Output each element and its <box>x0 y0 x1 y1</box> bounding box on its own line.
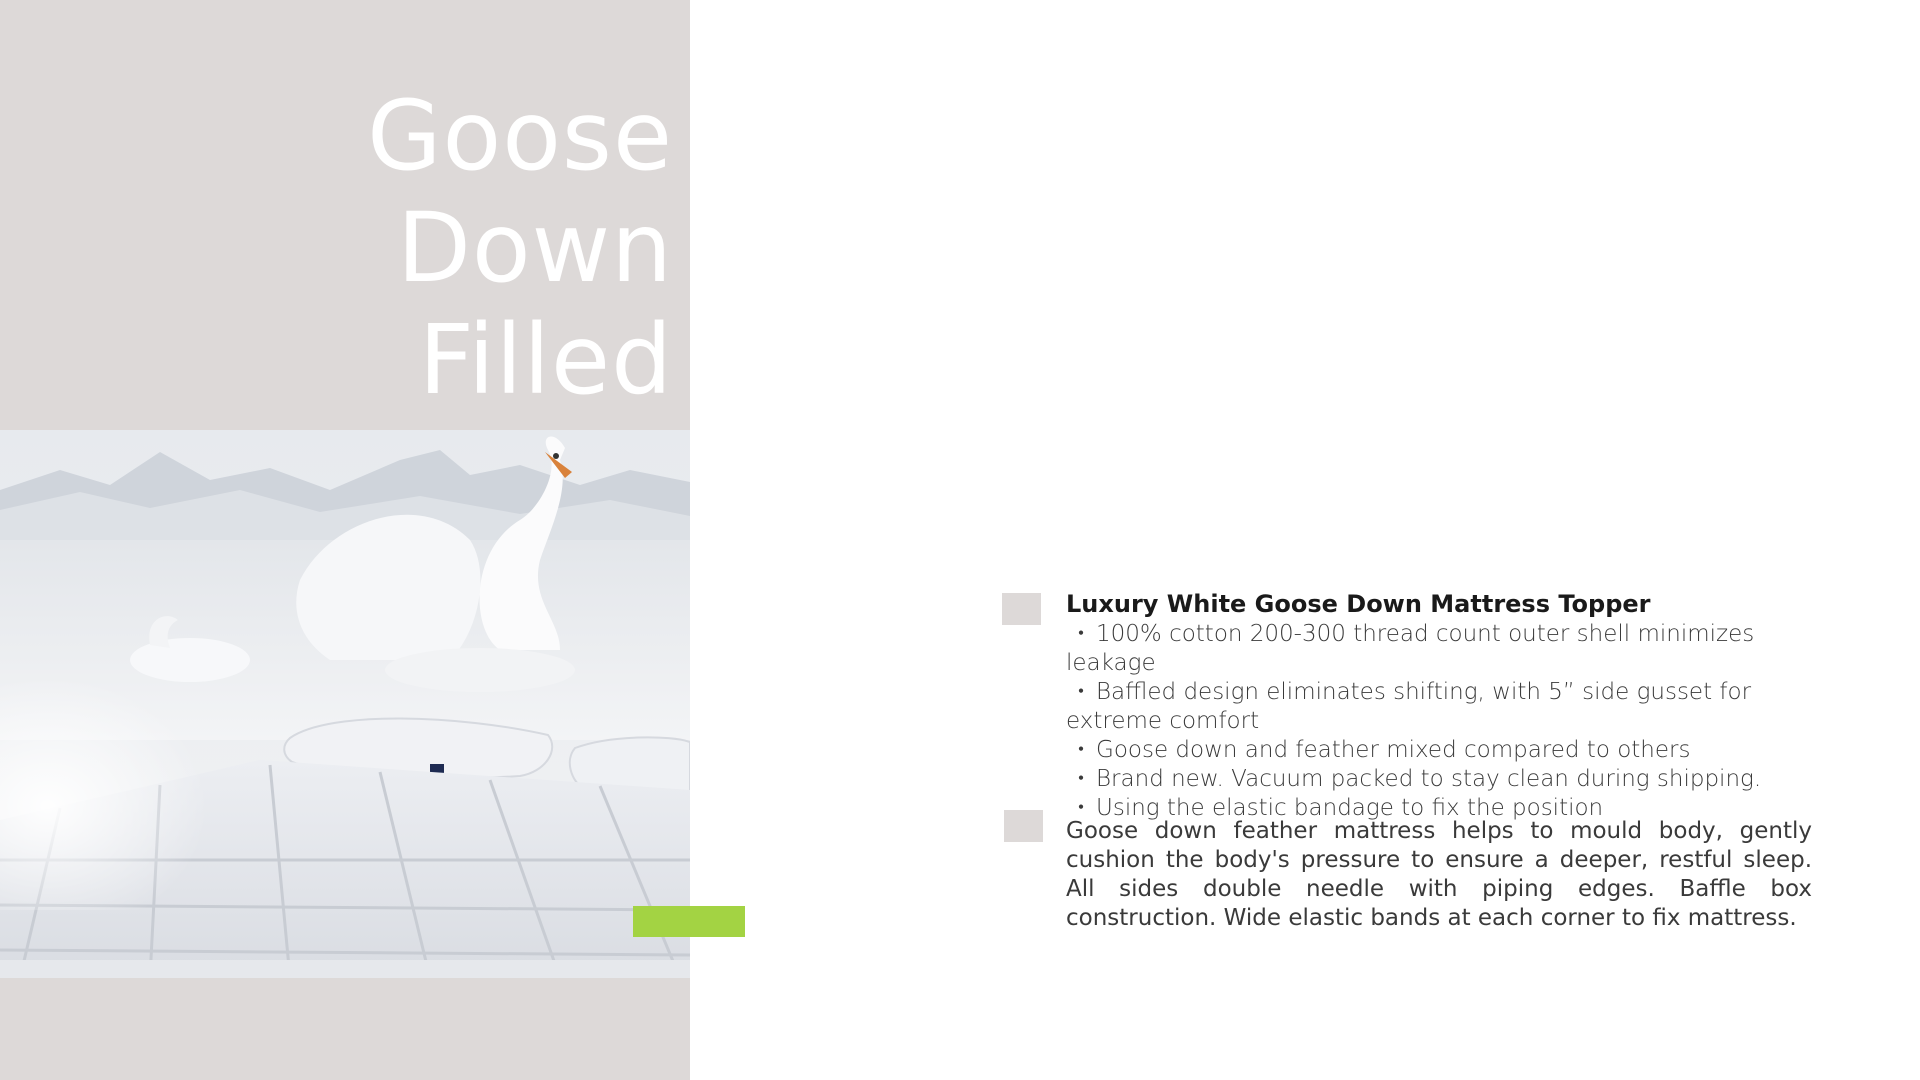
bullet-icon: ・ <box>1069 766 1093 792</box>
title-line-2: Down <box>396 192 673 304</box>
title-line-3: Filled <box>418 304 673 416</box>
swan-mattress-photo <box>0 430 690 978</box>
description-paragraph: Goose down feather mattress helps to mould body, gently cushion the body's pressure to ensure a deeper, restful sleep. All sides double needle with piping edges. Baffle box construction. Wide elastic bands at each corner to fix mattress. <box>1066 818 1812 931</box>
list-item: ・ Baffled design eliminates shifting, with 5” side gusset for extreme comfort <box>1066 679 1752 734</box>
left-panel <box>0 0 690 1080</box>
title-line-1: Goose <box>367 80 673 192</box>
list-item: ・ Using the elastic bandage to fix the position <box>1066 794 1816 823</box>
bullet-icon: ・ <box>1069 795 1093 821</box>
list-item: ・ 100% cotton 200-300 thread count outer shell minimizes leakage <box>1066 621 1755 676</box>
bullet-icon: ・ <box>1069 679 1093 705</box>
accent-bar <box>633 906 745 937</box>
list-item: ・ Goose down and feather mixed compared to others <box>1066 736 1816 765</box>
spec-block <box>1066 588 1816 823</box>
spec-heading: Luxury White Goose Down Mattress Topper <box>1066 590 1651 618</box>
section-marker-1 <box>1002 593 1041 625</box>
list-item: ・ Brand new. Vacuum packed to stay clean during shipping. <box>1066 765 1816 794</box>
bullet-icon: ・ <box>1069 737 1093 763</box>
page-title <box>367 80 673 416</box>
section-marker-2 <box>1004 810 1043 842</box>
product-photo <box>0 430 690 978</box>
bullet-icon: ・ <box>1069 621 1093 647</box>
spec-list <box>1066 620 1816 823</box>
